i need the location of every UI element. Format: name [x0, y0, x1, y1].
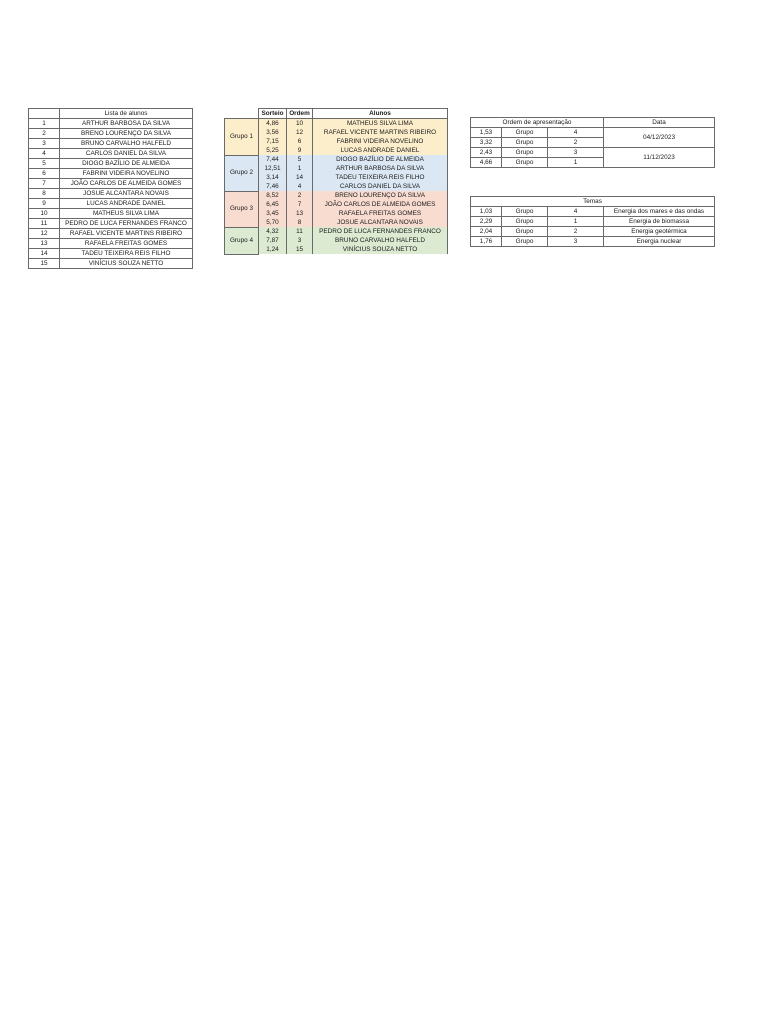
- student-name: BRENO LOURENÇO DA SILVA: [60, 129, 193, 139]
- group-aluno-cell: TADEU TEIXEIRA REIS FILHO: [313, 173, 448, 182]
- student-number: 14: [29, 249, 60, 259]
- student-name: DIOGO BAZÍLIO DE ALMEIDA: [60, 159, 193, 169]
- theme-group: 1: [548, 217, 604, 227]
- group-aluno-cell: BRUNO CARVALHO HALFELD: [313, 236, 448, 245]
- table-row: [29, 189, 193, 199]
- themes-table: [470, 196, 715, 247]
- table-row: [225, 119, 448, 129]
- order-label: Grupo: [502, 158, 548, 168]
- student-name: TADEU TEIXEIRA REIS FILHO: [60, 249, 193, 259]
- theme-value: 2,04: [471, 227, 502, 237]
- table-row: [225, 227, 448, 236]
- group-label: Grupo 2: [225, 155, 259, 191]
- student-name: PEDRO DE LUCA FERNANDES FRANCO: [60, 219, 193, 229]
- group-aluno-cell: RAFAELA FREITAS GOMES: [313, 209, 448, 218]
- student-number: 9: [29, 199, 60, 209]
- groups-table: [224, 108, 448, 255]
- table-row: [29, 149, 193, 159]
- group-aluno-cell: JOÃO CARLOS DE ALMEIDA GOMES: [313, 200, 448, 209]
- order-group: 4: [548, 128, 604, 138]
- group-ordem-cell: 14: [287, 173, 313, 182]
- table-row: [225, 173, 448, 182]
- student-number: 7: [29, 179, 60, 189]
- group-aluno-cell: FABRINI VIDEIRA NOVELINO: [313, 137, 448, 146]
- student-name: ARTHUR BARBOSA DA SILVA: [60, 119, 193, 129]
- theme-group-label: Grupo: [502, 217, 548, 227]
- group-sorteio-cell: 5,70: [259, 218, 287, 227]
- table-row: [29, 229, 193, 239]
- group-sorteio-cell: 3,56: [259, 128, 287, 137]
- theme-value: 1,03: [471, 207, 502, 217]
- group-ordem-cell: 2: [287, 191, 313, 200]
- student-name: MATHEUS SILVA LIMA: [60, 209, 193, 219]
- student-name: LUCAS ANDRADE DANIEL: [60, 199, 193, 209]
- order-group: 1: [548, 158, 604, 168]
- table-row: [471, 128, 715, 138]
- group-sorteio-cell: 8,52: [259, 191, 287, 200]
- student-number: 8: [29, 189, 60, 199]
- students-corner-cell: [29, 109, 60, 119]
- order-value: 3,32: [471, 138, 502, 148]
- group-ordem-cell: 8: [287, 218, 313, 227]
- order-label: Grupo: [502, 138, 548, 148]
- groups-corner: [225, 109, 259, 119]
- presentation-date: 04/12/2023: [604, 128, 715, 148]
- table-row: [29, 179, 193, 189]
- student-number: 2: [29, 129, 60, 139]
- table-row: [471, 237, 715, 247]
- table-row: [471, 148, 715, 158]
- theme-name: Energia de biomassa: [604, 217, 715, 227]
- student-number: 4: [29, 149, 60, 159]
- table-row: [29, 139, 193, 149]
- group-ordem-cell: 13: [287, 209, 313, 218]
- table-row: [29, 259, 193, 269]
- order-value: 1,53: [471, 128, 502, 138]
- table-row: [225, 155, 448, 164]
- group-ordem-cell: 4: [287, 182, 313, 191]
- group-sorteio-cell: 4,86: [259, 119, 287, 129]
- table-row: [225, 245, 448, 254]
- student-number: 13: [29, 239, 60, 249]
- table-row: [225, 236, 448, 245]
- table-row: [29, 199, 193, 209]
- group-ordem-cell: 5: [287, 155, 313, 164]
- theme-name: Energia nuclear: [604, 237, 715, 247]
- student-number: 5: [29, 159, 60, 169]
- table-row: [29, 219, 193, 229]
- group-aluno-cell: JOSUE ALCANTARA NOVAIS: [313, 218, 448, 227]
- group-sorteio-cell: 3,14: [259, 173, 287, 182]
- presentation-date: 11/12/2023: [604, 148, 715, 168]
- theme-name: Energia dos mares e das ondas: [604, 207, 715, 217]
- table-row: [29, 239, 193, 249]
- order-group: 3: [548, 148, 604, 158]
- student-name: CARLOS DANIEL DA SILVA: [60, 149, 193, 159]
- group-ordem-cell: 9: [287, 146, 313, 155]
- order-label: Grupo: [502, 148, 548, 158]
- order-group: 2: [548, 138, 604, 148]
- table-row: [471, 227, 715, 237]
- student-number: 12: [29, 229, 60, 239]
- student-name: BRUNO CARVALHO HALFELD: [60, 139, 193, 149]
- group-sorteio-cell: 5,25: [259, 146, 287, 155]
- group-aluno-cell: BRENO LOURENÇO DA SILVA: [313, 191, 448, 200]
- group-ordem-cell: 3: [287, 236, 313, 245]
- table-row: [225, 209, 448, 218]
- theme-group-label: Grupo: [502, 237, 548, 247]
- order-label: Grupo: [502, 128, 548, 138]
- group-ordem-cell: 11: [287, 227, 313, 236]
- alunos-header: Alunos: [313, 109, 448, 119]
- group-ordem-cell: 10: [287, 119, 313, 129]
- student-number: 3: [29, 139, 60, 149]
- group-aluno-cell: ARTHUR BARBOSA DA SILVA: [313, 164, 448, 173]
- table-row: [225, 137, 448, 146]
- group-aluno-cell: RAFAEL VICENTE MARTINS RIBEIRO: [313, 128, 448, 137]
- group-aluno-cell: PEDRO DE LUCA FERNANDES FRANCO: [313, 227, 448, 236]
- group-label: Grupo 3: [225, 191, 259, 227]
- group-ordem-cell: 6: [287, 137, 313, 146]
- group-sorteio-cell: 7,87: [259, 236, 287, 245]
- student-name: RAFAEL VICENTE MARTINS RIBEIRO: [60, 229, 193, 239]
- group-sorteio-cell: 7,15: [259, 137, 287, 146]
- group-ordem-cell: 1: [287, 164, 313, 173]
- student-number: 6: [29, 169, 60, 179]
- table-row: [29, 119, 193, 129]
- table-row: [225, 200, 448, 209]
- group-ordem-cell: 7: [287, 200, 313, 209]
- group-ordem-cell: 12: [287, 128, 313, 137]
- group-aluno-cell: DIOGO BAZÍLIO DE ALMEIDA: [313, 155, 448, 164]
- students-header: Lista de alunos: [60, 109, 193, 119]
- group-label: Grupo 4: [225, 227, 259, 254]
- order-header: Ordem de apresentação: [471, 118, 604, 128]
- group-sorteio-cell: 7,44: [259, 155, 287, 164]
- ordem-header: Ordem: [287, 109, 313, 119]
- student-number: 15: [29, 259, 60, 269]
- order-value: 4,66: [471, 158, 502, 168]
- table-row: [225, 164, 448, 173]
- date-header: Data: [604, 118, 715, 128]
- student-number: 11: [29, 219, 60, 229]
- table-row: [471, 207, 715, 217]
- table-row: [29, 169, 193, 179]
- group-ordem-cell: 15: [287, 245, 313, 254]
- theme-value: 1,76: [471, 237, 502, 247]
- table-row: [29, 249, 193, 259]
- group-sorteio-cell: 12,51: [259, 164, 287, 173]
- table-row: [471, 217, 715, 227]
- student-name: VINÍCIUS SOUZA NETTO: [60, 259, 193, 269]
- theme-group: 4: [548, 207, 604, 217]
- student-name: JOÃO CARLOS DE ALMEIDA GOMES: [60, 179, 193, 189]
- theme-group: 3: [548, 237, 604, 247]
- group-sorteio-cell: 7,46: [259, 182, 287, 191]
- theme-group: 2: [548, 227, 604, 237]
- group-aluno-cell: MATHEUS SILVA LIMA: [313, 119, 448, 129]
- order-table: [470, 117, 715, 168]
- students-table: [28, 108, 193, 269]
- table-row: [225, 128, 448, 137]
- table-row: [225, 182, 448, 191]
- table-row: [29, 209, 193, 219]
- sorteio-header: Sorteio: [259, 109, 287, 119]
- table-row: [225, 146, 448, 155]
- theme-value: 2,29: [471, 217, 502, 227]
- table-row: [225, 218, 448, 227]
- table-row: [225, 191, 448, 200]
- group-sorteio-cell: 3,45: [259, 209, 287, 218]
- group-aluno-cell: VINÍCIUS SOUZA NETTO: [313, 245, 448, 254]
- table-row: [29, 129, 193, 139]
- group-sorteio-cell: 4,32: [259, 227, 287, 236]
- group-sorteio-cell: 1,24: [259, 245, 287, 254]
- group-sorteio-cell: 6,45: [259, 200, 287, 209]
- theme-group-label: Grupo: [502, 227, 548, 237]
- group-label: Grupo 1: [225, 119, 259, 156]
- student-name: FABRINI VIDEIRA NOVELINO: [60, 169, 193, 179]
- student-number: 10: [29, 209, 60, 219]
- student-name: RAFAELA FREITAS GOMES: [60, 239, 193, 249]
- themes-header: Temas: [471, 197, 715, 207]
- student-name: JOSUE ALCANTARA NOVAIS: [60, 189, 193, 199]
- table-row: [29, 159, 193, 169]
- order-value: 2,43: [471, 148, 502, 158]
- group-aluno-cell: LUCAS ANDRADE DANIEL: [313, 146, 448, 155]
- group-aluno-cell: CARLOS DANIEL DA SILVA: [313, 182, 448, 191]
- theme-group-label: Grupo: [502, 207, 548, 217]
- student-number: 1: [29, 119, 60, 129]
- theme-name: Energia geotérmica: [604, 227, 715, 237]
